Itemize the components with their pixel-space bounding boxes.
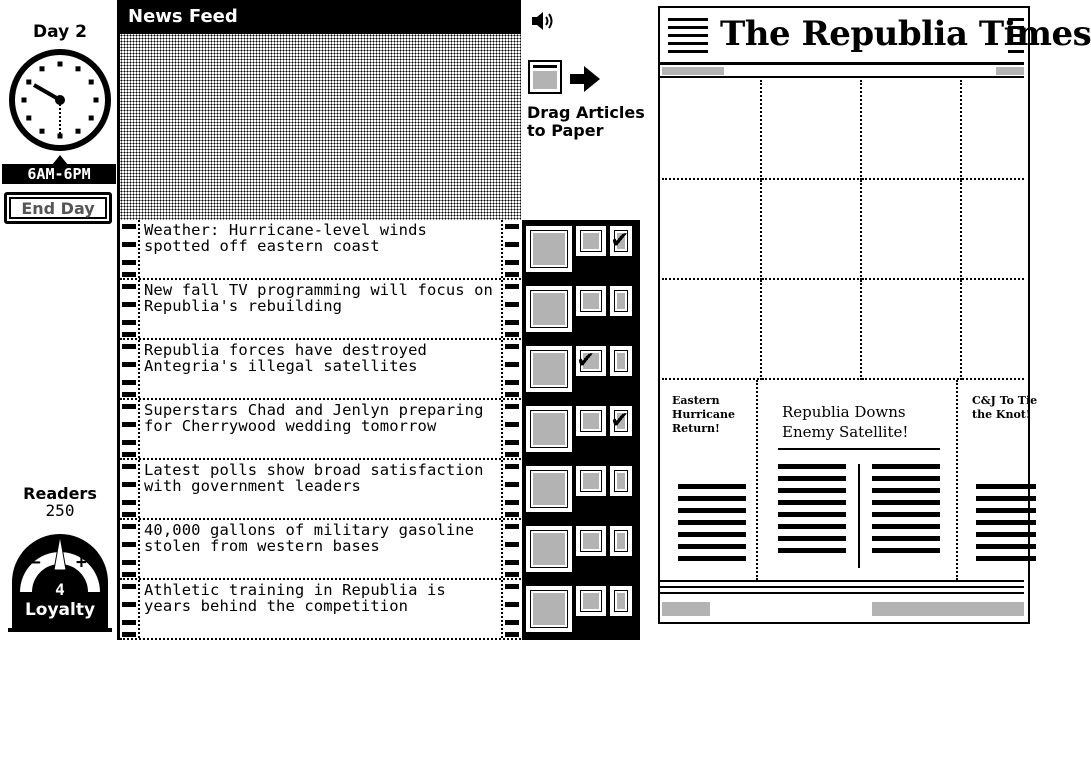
article-strip [501,400,521,458]
drag-instructions: Drag Articles to Paper [527,103,645,140]
news-article[interactable] [120,460,521,520]
clock-tick [76,66,81,71]
news-feed-title: News Feed [120,0,521,34]
article-text: Weather: Hurricane-level winds spotted off eastern coast [144,221,427,255]
newspaper-grid-cell[interactable] [962,280,1024,380]
readers-label: Readers [23,484,97,503]
speaker-icon[interactable] [530,10,554,32]
layout-picker [522,340,640,400]
layout-large-button[interactable] [526,586,572,632]
story-left-headline: Eastern Hurricane Return! [672,394,735,435]
layout-small-button[interactable] [610,466,632,496]
story-center-text-left [778,464,846,560]
checkmark-icon: ✔ [612,404,628,434]
clock-tick [26,80,31,85]
checkmark-icon: ✔ [578,344,594,374]
article-strip [501,280,521,338]
article-strip [120,220,140,278]
article-strip [120,340,140,398]
layout-large-button[interactable] [526,226,572,272]
article-strip [120,280,140,338]
clock-icon [8,48,112,152]
newspaper-grid-cell[interactable] [662,180,762,280]
news-article[interactable] [120,220,521,280]
layout-medium-button[interactable] [576,586,606,616]
article-strip [501,520,521,578]
time-range: 6AM-6PM [2,164,116,184]
paper-footer-rule2 [660,586,1024,588]
story-center-rule [778,448,940,450]
paper-footer-rule [660,580,1024,582]
article-strip [501,580,521,638]
newspaper-grid-cell[interactable] [762,80,862,180]
news-article[interactable] [120,280,521,340]
article-strip [501,220,521,278]
story-left[interactable] [662,380,758,580]
story-center-text-right [872,464,940,560]
paper-footer-pattern-right [872,602,1024,616]
clock-tick [58,62,63,67]
clock-tick [89,80,94,85]
masthead-rule-bottom [660,76,1024,78]
layout-small-button[interactable] [610,346,632,376]
newspaper-grid-cell[interactable] [662,280,762,380]
newspaper-grid-cell[interactable] [962,180,1024,280]
paper-footer-rule3 [660,592,1024,594]
checkmark-icon: ✔ [612,224,628,254]
layout-picker [522,400,640,460]
article-strip [120,520,140,578]
masthead-pattern-right [996,67,1024,75]
news-article[interactable] [120,580,521,640]
arrow-right-icon [568,64,602,94]
newspaper-grid-cell[interactable] [762,180,862,280]
newspaper-grid-cell[interactable] [962,80,1024,180]
article-strip [501,340,521,398]
layout-picker [522,520,640,580]
article-thumbnail-icon [528,60,562,94]
newspaper-grid-cell[interactable] [862,180,962,280]
article-text: Superstars Chad and Jenlyn preparing for Cherrywood wedding tomorrow [144,401,484,435]
paper-footer-pattern-left [662,602,710,616]
newspaper-grid-cell[interactable] [762,280,862,380]
story-center[interactable] [762,380,958,580]
layout-large-button[interactable] [526,406,572,452]
newspaper-grid-cell[interactable] [662,80,762,180]
news-article[interactable] [120,340,521,400]
layout-large-button[interactable] [526,526,572,572]
clock-tick [40,66,45,71]
clock-tick [76,129,81,134]
article-text: Republia forces have destroyed Antegria's illegal satellites [144,341,427,375]
layout-picker [522,280,640,340]
article-text: Latest polls show broad satisfaction with government leaders [144,461,484,495]
article-text: 40,000 gallons of military gasoline stolen from western bases [144,521,475,555]
article-strip [120,460,140,518]
clock-tick [40,129,45,134]
layout-picker [522,580,640,640]
story-right-headline: C&J To Tie the Knot! [972,394,1038,421]
loyalty-label: Loyalty [24,600,96,620]
loyalty-value: 4 [55,580,65,599]
newspaper-title: The Republia Times [720,14,1091,54]
article-strip [120,580,140,638]
layout-medium-button[interactable] [576,466,606,496]
layout-small-button[interactable] [610,586,632,616]
article-strip [120,400,140,458]
readers-count: 250 [45,501,75,520]
story-right-text [976,484,1036,568]
clock-tick [89,116,94,121]
layout-picker [522,220,640,280]
clock-tick [94,98,99,103]
masthead-rule [660,62,1024,65]
masthead-lines-left [668,18,708,62]
news-article[interactable] [120,520,521,580]
newspaper-grid-cell[interactable] [862,80,962,180]
loyalty-plus: + [76,552,87,573]
loyalty-minus: − [30,552,41,573]
article-strip [501,460,521,518]
day-label: Day 2 [33,22,87,42]
story-left-text [678,484,746,568]
masthead-pattern-left [662,67,724,75]
article-text: Athletic training in Republia is years behind the competition [144,581,446,615]
news-article[interactable] [120,400,521,460]
layout-large-button[interactable] [526,286,572,332]
layout-small-button[interactable] [610,286,632,316]
layout-large-button[interactable] [526,466,572,512]
news-feed-empty-area [120,34,521,220]
newspaper-grid-cell[interactable] [862,280,962,380]
clock-tick [22,98,27,103]
layout-medium-button[interactable] [576,226,606,256]
story-center-headline: Republia Downs Enemy Satellite! [782,403,909,441]
end-day-label: End Day [9,197,107,219]
article-text: New fall TV programming will focus on Republia's rebuilding [144,281,493,315]
layout-large-button[interactable] [526,346,572,392]
end-day-button[interactable] [4,192,112,224]
story-center-column-rule [858,464,860,568]
story-right[interactable] [962,380,1038,580]
layout-medium-button[interactable] [576,406,606,436]
layout-medium-button[interactable] [576,526,606,556]
layout-small-button[interactable] [610,526,632,556]
clock-tick [26,116,31,121]
layout-picker [522,460,640,520]
layout-medium-button[interactable] [576,286,606,316]
